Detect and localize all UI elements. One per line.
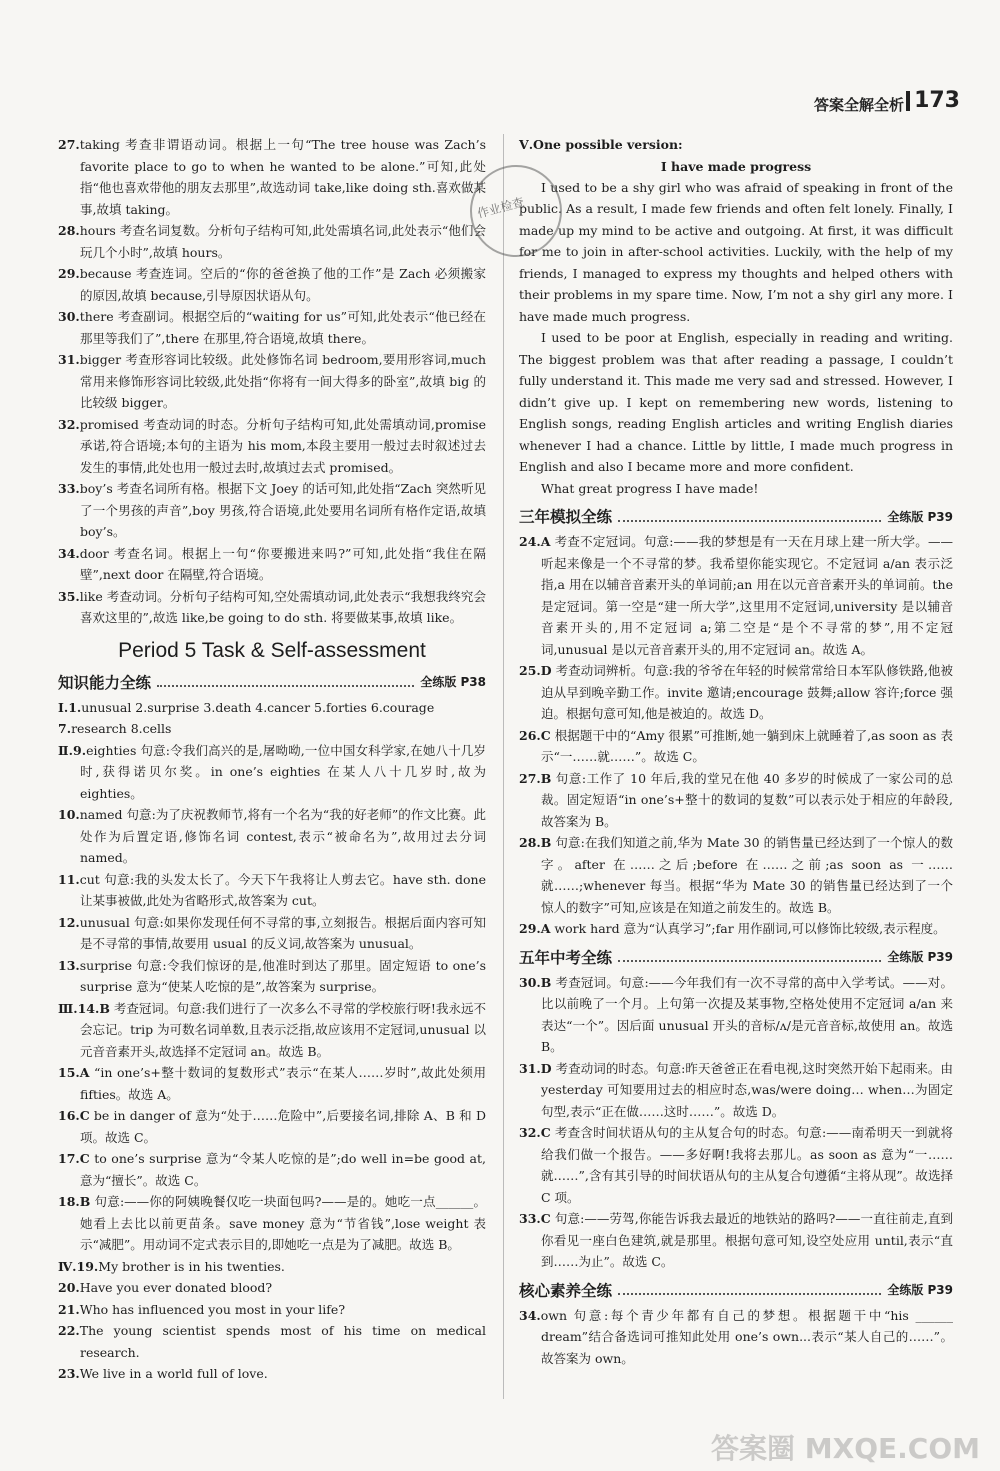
essay-paragraph: I used to be a shy girl who was afraid of speaking in front of the public. As a result, I made few friends and often felt lonely. Finally, I made up my mind to be active and outgoing. At first, it was difficult for me to join in after-school activities. Luckily, with the help of my friends, I managed to express my thoughts and helped others with their problems in my spare time. Now, I’m not a shy girl any more. I have made much progress. <box>519 179 953 324</box>
answer-text: unusual 2.surprise 3.death 4.cancer 5.forties 6.courage <box>81 699 435 715</box>
answer-item <box>58 349 486 414</box>
answer-text: 考查不定冠词。句意:——我的梦想是有一天在月球上建一所大学。——听起来像是一个不寻常的梦。我希望你能实现它。不定冠词 a/an 表示泛指,a 用在以辅音音素开头的单词前;an 用在以元音音素开头的单词前。the 是定冠词。第一空是“建一所大学”,这里用不定冠词,university 是以辅音音素开头的,用不定冠词 a;第二空是“是个不寻常的梦”,用不定冠词,unusual 是以元音音素开头的,用不定冠词 an。故选 A。 <box>541 534 953 657</box>
answer-number: 16.C <box>58 1108 90 1123</box>
answer-number: 12. <box>58 914 80 930</box>
answer-number: 7. <box>58 721 72 736</box>
answer-item <box>58 804 486 869</box>
answer-item <box>58 306 486 349</box>
part-1-answers <box>58 697 486 740</box>
part-2-answers <box>58 740 486 998</box>
answer-number: 17.C <box>58 1151 90 1166</box>
answer-item <box>58 1363 486 1385</box>
answer-number: 23. <box>58 1366 80 1381</box>
answer-item <box>519 531 953 660</box>
left-column <box>58 134 486 1385</box>
answer-number: 26.C <box>519 727 551 743</box>
answer-text: there 考查副词。根据空后的“waiting for us”可知,此处表示“他已经在那里等我们了”,there 在那里,符合语境,故填 there。 <box>79 309 486 346</box>
answer-text: named 句意:为了庆祝教师节,将有一个名为“我的好老师”的作文比赛。此处作为后置定语,修饰名词 contest,表示“被命名为”,故用过去分词 named。 <box>79 807 486 865</box>
answer-number: 11. <box>58 871 80 887</box>
answer-text: be in danger of 意为“处于……危险中”,后要接名词,排除 A、B 和 D 项。故选 C。 <box>80 1108 486 1145</box>
answer-text: Have you ever donated blood? <box>79 1280 273 1295</box>
page-number: 173 <box>914 88 960 113</box>
answer-number: 28.B <box>519 835 552 850</box>
right-column <box>519 134 953 1369</box>
answer-item <box>58 869 486 912</box>
answer-text: 考查冠词。句意:我们进行了一次多么不寻常的学校旅行呀!我永远不会忘记。trip 为可数名词单数,且表示泛指,故应该用不定冠词,unusual 以元音音素开头,故选择不定冠词 an。故选 B。 <box>80 1000 486 1059</box>
dotted-leader <box>618 511 881 522</box>
answer-item <box>58 220 486 263</box>
section-header-core-literacy <box>519 1279 953 1301</box>
answer-text: 句意:——劳驾,你能告诉我去最近的地铁站的路吗?——一直往前走,直到你看见一座白色建筑,就是那里。根据句意可知,设空处应用 until,表示“直到……为止”。故选 C。 <box>541 1211 953 1269</box>
answer-item <box>519 725 953 768</box>
answer-number: 28. <box>58 223 80 238</box>
answer-item <box>58 697 486 719</box>
answer-item <box>519 768 953 833</box>
answer-item <box>58 543 486 586</box>
answer-text: 考查动词的时态。句意:昨天爸爸正在看电视,这时突然开始下起雨来。由 yesterday 可知要用过去的相应时态,was/were doing… when…为固定句型,表示“正在做……这时……”。故选 D。 <box>541 1060 953 1119</box>
answer-text: “in one’s+整十数词的复数形式”表示“在某人……岁时”,故此处须用 fifties。故选 A。 <box>80 1065 486 1102</box>
section-title: 三年模拟全练 <box>519 508 613 526</box>
answer-text: eighties 句意:令我们高兴的是,屠呦呦,一位中国女科学家,在她八十几岁时,获得诺贝尔奖。in one’s eighties 在某人八十几岁时,故为 eighties。 <box>80 742 487 801</box>
section-page-tag: 全练版 P39 <box>887 509 953 524</box>
answer-item <box>519 1208 953 1273</box>
dotted-leader <box>618 1284 881 1295</box>
answer-number: 24.A <box>519 534 551 549</box>
answer-list-top <box>58 134 486 629</box>
part-3-answers <box>58 998 486 1256</box>
answer-number: Ⅰ.1. <box>58 699 82 715</box>
answer-text: 根据题干中的“Amy 很累”可推断,她一躺到床上就睡着了,as soon as 表示“一……就……”。故选 C。 <box>541 727 953 764</box>
answer-number: 31.D <box>519 1060 552 1076</box>
answer-number: 21. <box>58 1301 80 1317</box>
answer-item <box>58 1062 486 1105</box>
answer-number: 32. <box>58 416 80 432</box>
core-literacy-answers <box>519 1305 953 1370</box>
answer-item <box>58 1105 486 1148</box>
answer-number: 18.B <box>58 1194 91 1209</box>
answer-text: boy’s 考查名词所有格。根据下文 Joey 的话可知,此处指“Zach 突然听见了一个男孩的声音”,boy 男孩,符合语境,此处要用名词所有格作定语,故填 boy’s。 <box>79 481 486 539</box>
answer-text: unusual 句意:如果你发现任何不寻常的事,立刻报告。根据后面内容可知是不寻常的事情,故要用 usual 的反义词,故答案为 unusual。 <box>79 914 486 951</box>
essay-heading: Ⅴ.One possible version: <box>519 137 683 152</box>
section-page-tag: 全练版 P39 <box>887 1283 953 1297</box>
answer-number: 22. <box>58 1323 80 1338</box>
section-title: 五年中考全练 <box>519 948 613 967</box>
three-year-answers <box>519 531 953 940</box>
answer-text: The young scientist spends most of his time on medical research. <box>79 1323 486 1360</box>
answer-item <box>58 586 486 629</box>
answer-text: 句意:在我们知道之前,华为 Mate 30 的销售量已经达到了一个惊人的数字。after 在……之后;before 在……之前;as soon as 一……就……;whenever 每当。根据“华为 Mate 30 的销售量已经达到了一个惊人的数字”可知,应该是在知道之前发生的。故选 B。 <box>541 835 953 915</box>
answer-text: cut 句意:我的头发太长了。今天下午我将让人剪去它。have sth. done 让某事被做,此处为省略形式,故答案为 cut。 <box>79 871 486 908</box>
answer-item <box>519 832 953 918</box>
answer-number: 33. <box>58 481 80 496</box>
stamp-text: 作业检查 <box>475 194 526 221</box>
answer-item <box>58 1320 486 1363</box>
dotted-leader <box>618 951 881 962</box>
answer-number: 34. <box>519 1307 541 1323</box>
section-header-five-year <box>519 946 953 968</box>
page-top-margin <box>0 0 1000 96</box>
answer-text: own 句意:每个青少年都有自己的梦想。根据题干中“his ______ dream”结合备选词可推知此处用 one’s own...表示“某人自己的……”。故答案为 own。 <box>540 1307 953 1366</box>
section-header-knowledge <box>58 671 486 693</box>
answer-item <box>58 263 486 306</box>
section-title: 知识能力全练 <box>58 673 152 692</box>
answer-text: 考查动词辨析。句意:我的爷爷在年轻的时候常常给日本军队修铁路,他被迫从早到晚辛勤工作。invite 邀请;encourage 鼓舞;allow 容许;force 强迫。根据句意可知,他是被迫的。故选 D。 <box>541 663 953 721</box>
answer-number: Ⅳ.19. <box>58 1258 99 1274</box>
answer-item <box>58 1299 486 1321</box>
answer-number: 27. <box>58 137 80 152</box>
answer-number: 25.D <box>519 663 552 678</box>
answer-number: 29.A <box>519 921 551 936</box>
running-header-title: 答案全解全析 <box>813 96 904 114</box>
answer-text: promised 考查动词的时态。分析句子结构可知,此处需填动词,promise 承诺,符合语境;本句的主语为 his mom,本段主要用一般过去时叙述过去发生的事情,此处也用一般过去时,故填过去式 promised。 <box>79 416 486 475</box>
answer-text: bigger 考查形容词比较级。此处修饰名词 bedroom,要用形容词,much 常用来修饰形容词比较级,此处指“你将有一间大得多的卧室”,故填 big 的比较级 bigger。 <box>79 352 486 410</box>
answer-number: 34. <box>58 545 80 561</box>
part-4-answers <box>58 1256 486 1385</box>
answer-number: 10. <box>58 807 80 822</box>
answer-text: Who has influenced you most in your life? <box>79 1301 346 1317</box>
answer-text: 考查冠词。句意:——今年我们有一次不寻常的高中入学考试。——对。比以前晚了一个月。上句第一次提及某事物,空格处使用不定冠词 a/an 来表达“一个”。因后面 unusual 开头的音标/ʌ/是元音音标,故使用 an。故选 B。 <box>541 974 953 1054</box>
column-divider <box>503 134 504 1399</box>
answer-number: 31. <box>58 352 80 367</box>
answer-item <box>58 134 486 220</box>
answer-item <box>58 414 486 479</box>
period-title: Period 5 Task & Self-assessment <box>118 638 426 662</box>
answer-item <box>519 660 953 725</box>
answer-item <box>58 718 486 740</box>
answer-text: 句意:——你的阿姨晚餐仅吃一块面包吗?——是的。她吃一点______。她看上去比以前更苗条。save money 意为“节省钱”,lose weight 表示“减肥”。用动词不定式表示目的,即她吃一点是为了减肥。故选 B。 <box>80 1194 486 1252</box>
answer-text: like 考查动词。分析句子结构可知,空处需填动词,此处表示“我想我终究会喜欢这里的”,故选 like,be going to do sth. 将要做某事,故填 like。 <box>79 588 486 625</box>
answer-item <box>58 955 486 998</box>
answer-number: 30.B <box>519 974 552 990</box>
answer-text: to one’s surprise 意为“令某人吃惊的是”;do well in=be good at,意为“擅长”。故选 C。 <box>80 1151 486 1188</box>
answer-item <box>58 740 486 805</box>
answer-item <box>519 918 953 940</box>
answer-number: 13. <box>58 957 80 973</box>
answer-item <box>519 1058 953 1123</box>
answer-item <box>58 998 486 1063</box>
answer-text: We live in a world full of love. <box>79 1366 268 1381</box>
essay-paragraph: I used to be poor at English, especially in reading and writing. The biggest problem was that after reading a passage, I couldn’t fully understand it. This made me very sad and stressed. However, I didn’t give up. I kept on remembering new words, listening to English songs, reading English articles and writing English diaries whenever I had a chance. Little by little, I made much progress in English and also I became more and more confident. <box>519 330 953 474</box>
answer-number: 29. <box>58 266 80 281</box>
answer-text: work hard 意为“认真学习”;far 用作副词,可以修饰比较级,表示程度。 <box>550 921 946 936</box>
answer-text: surprise 句意:令我们惊讶的是,他准时到达了那里。固定短语 to one’s surprise 意为“使某人吃惊的是”,故答案为 surprise。 <box>79 957 486 994</box>
section-header-three-year <box>519 505 953 527</box>
essay-body <box>519 177 953 500</box>
dotted-leader <box>157 676 414 687</box>
answer-text: 考查含时间状语从句的主从复合句的时态。句意:——南希明天一到就将给我们做一个报告。——多好啊!我将去那儿。as soon as 意为“一……就……”,含有其引导的时间状语从句的主从复合句遵循“主将从现”。故选择 C 项。 <box>541 1125 953 1205</box>
answer-text: taking 考查非谓语动词。根据上一句“The tree house was Zach’s favorite place to go to when he wanted to be alone.”可知,此处指“他也喜欢带他的朋友去那里”,故选动词 take,like doing sth.喜欢做某事,故填 taking。 <box>79 137 486 217</box>
answer-item <box>58 1277 486 1299</box>
answer-item <box>519 972 953 1058</box>
section-page-tag: 全练版 P38 <box>420 675 486 689</box>
answer-item <box>58 1148 486 1191</box>
answer-text: door 考查名词。根据上一句“你要搬进来吗?”可知,此处指“我住在隔壁”,next door 在隔壁,符合语境。 <box>79 545 486 582</box>
answer-number: 33.C <box>519 1211 551 1226</box>
five-year-answers <box>519 972 953 1273</box>
answer-text: My brother is in his twenties. <box>98 1258 285 1274</box>
answer-number: 35. <box>58 588 80 604</box>
answer-text: hours 考查名词复数。分析句子结构可知,此处需填名词,此处表示“他们会玩几个小时”,故填 hours。 <box>79 223 486 260</box>
answer-number: 32.C <box>519 1125 551 1140</box>
answer-number: 27.B <box>519 770 552 786</box>
answer-item <box>58 478 486 543</box>
answer-number: Ⅲ.14.B <box>58 1000 110 1016</box>
answer-item <box>519 1305 953 1370</box>
answer-text: 句意:工作了 10 年后,我的堂兄在他 40 多岁的时候成了一家公司的总裁。固定短语“in one’s+整十的数词的复数”可以表示处于相应的年龄段,故答案为 B。 <box>541 770 953 829</box>
essay-paragraph: What great progress I have made! <box>541 480 759 496</box>
answer-item <box>58 912 486 955</box>
answer-number: 30. <box>58 309 80 324</box>
section-title: 核心素养全练 <box>519 1281 613 1300</box>
answer-text: because 考查连词。空后的“你的爸爸换了他的工作”是 Zach 必须搬家的原因,故填 because,引导原因状语从句。 <box>79 266 486 303</box>
answer-item <box>58 1191 486 1256</box>
answer-item <box>58 1256 486 1278</box>
answer-text: research 8.cells <box>71 721 172 736</box>
essay-title: I have made progress <box>660 158 812 174</box>
answer-number: Ⅱ.9. <box>58 742 87 758</box>
site-watermark: 答案圈 MXQE.COM <box>711 1432 980 1465</box>
answer-item <box>519 1122 953 1208</box>
answer-number: 15.A <box>58 1065 90 1080</box>
answer-number: 20. <box>58 1280 80 1295</box>
section-page-tag: 全练版 P39 <box>887 950 953 964</box>
